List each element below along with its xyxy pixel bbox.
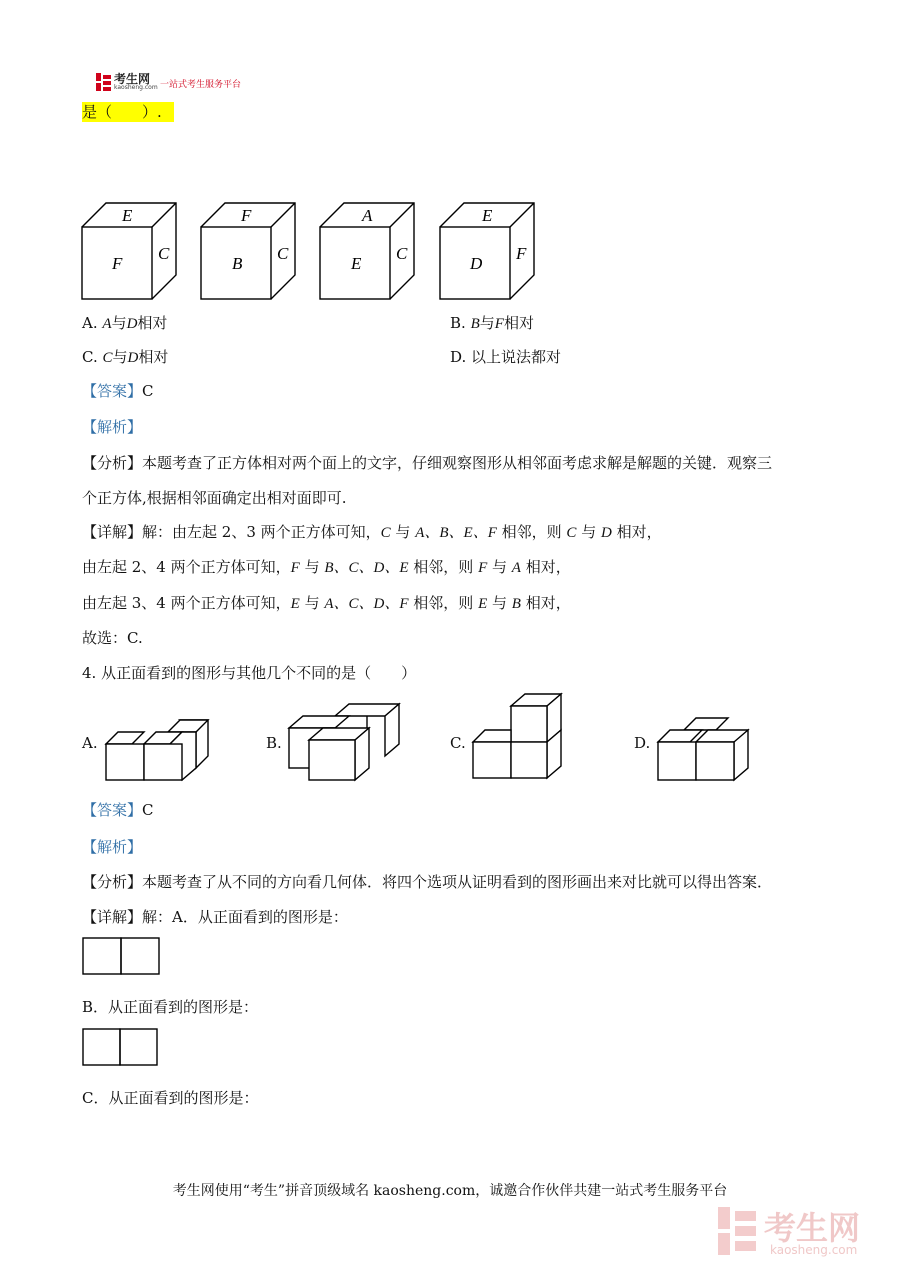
logo-mark-icon	[96, 73, 112, 91]
cube-3-top: A	[362, 206, 373, 225]
q4-question: 4. 从正面看到的图形与其他几个不同的是（ ）	[82, 664, 417, 682]
cube-4-front: D	[470, 254, 483, 273]
q4-option-c-label: C.	[450, 734, 466, 752]
cube-3-front: E	[351, 254, 362, 273]
cube-2-top: F	[241, 206, 252, 225]
q4-analysis-label: 【解析】	[82, 838, 143, 856]
header-logo	[96, 72, 276, 94]
cube-4	[440, 203, 534, 299]
q4-option-b-label: B.	[266, 734, 282, 752]
watermark-name: 考生网	[764, 1209, 861, 1247]
logo-domain: kaosheng.com	[114, 84, 158, 91]
logo-slogan: 一站式考生服务平台	[160, 80, 242, 90]
page-footer: 考生网使用“考生”拼音顶级域名 kaosheng.com，诚邀合作伙伴共建一站式考生服务平台	[172, 1183, 728, 1199]
q4-view-c-text: C．从正面看到的图形是：	[82, 1089, 259, 1107]
q4-figure-a	[100, 712, 215, 784]
q3-option-a: A. A与D相对	[82, 314, 168, 332]
cube-4-top: E	[482, 206, 493, 225]
q4-figure-c	[465, 688, 575, 784]
cube-2-right: C	[277, 244, 289, 263]
q3-xiangjie-line1: 【详解】解：由左起 2、3 两个正方体可知，C 与 A、B、E、F 相邻，则 C 与 D 相对，	[82, 523, 662, 541]
cube-3	[320, 203, 414, 299]
q3-option-c: C. C与D相对	[82, 348, 169, 366]
q4-view-b	[82, 1028, 162, 1068]
q3-conclusion: 故选：C.	[82, 629, 143, 647]
watermark-domain: kaosheng.com	[770, 1243, 858, 1257]
q4-view-b-text: B．从正面看到的图形是：	[82, 998, 259, 1016]
q3-fenxi-line2: 个正方体,根据相邻面确定出相对面即可.	[82, 489, 347, 507]
q4-xiangjie: 【详解】解：A．从正面看到的图形是：	[82, 908, 348, 926]
cube-1-right: C	[158, 244, 170, 263]
q4-figure-d	[652, 712, 762, 784]
cube-4-right: F	[516, 244, 527, 263]
q3-analysis-label: 【解析】	[82, 418, 143, 436]
q3-answer: 【答案】C	[82, 382, 154, 400]
q3-xiangjie-line3: 由左起 3、4 两个正方体可知，E 与 A、C、D、F 相邻，则 E 与 B 相对，	[82, 594, 571, 612]
q4-option-a-label: A.	[82, 734, 98, 752]
q4-view-a	[82, 937, 162, 977]
q4-answer: 【答案】C	[82, 801, 154, 819]
cube-1-top: E	[122, 206, 133, 225]
logo-name: 考生网	[114, 72, 151, 86]
q4-fenxi: 【分析】本题考查了从不同的方向看几何体．将四个选项从证明看到的图形画出来对比就可以得出答案．	[82, 873, 773, 891]
cube-1-front: F	[112, 254, 123, 273]
q3-option-d: D. 以上说法都对	[450, 348, 562, 366]
watermark-mark-icon	[718, 1207, 758, 1255]
question-fragment: 是（ ）.	[82, 102, 174, 122]
q3-fenxi-line1: 【分析】本题考查了正方体相对两个面上的文字，仔细观察图形从相邻面考虑求解是解题的关键．观察三	[82, 454, 773, 472]
q4-option-d-label: D.	[634, 734, 651, 752]
cube-1	[82, 203, 176, 299]
q3-xiangjie-line2: 由左起 2、4 两个正方体可知，F 与 B、C、D、E 相邻，则 F 与 A 相对，	[82, 558, 571, 576]
watermark-logo	[718, 1205, 888, 1260]
cube-3-right: C	[396, 244, 408, 263]
q3-option-b: B. B与F相对	[450, 314, 534, 332]
q3-cubes-figure	[70, 195, 560, 305]
q4-figure-b	[285, 700, 405, 784]
cube-2-front: B	[232, 254, 243, 273]
cube-2	[201, 203, 295, 299]
